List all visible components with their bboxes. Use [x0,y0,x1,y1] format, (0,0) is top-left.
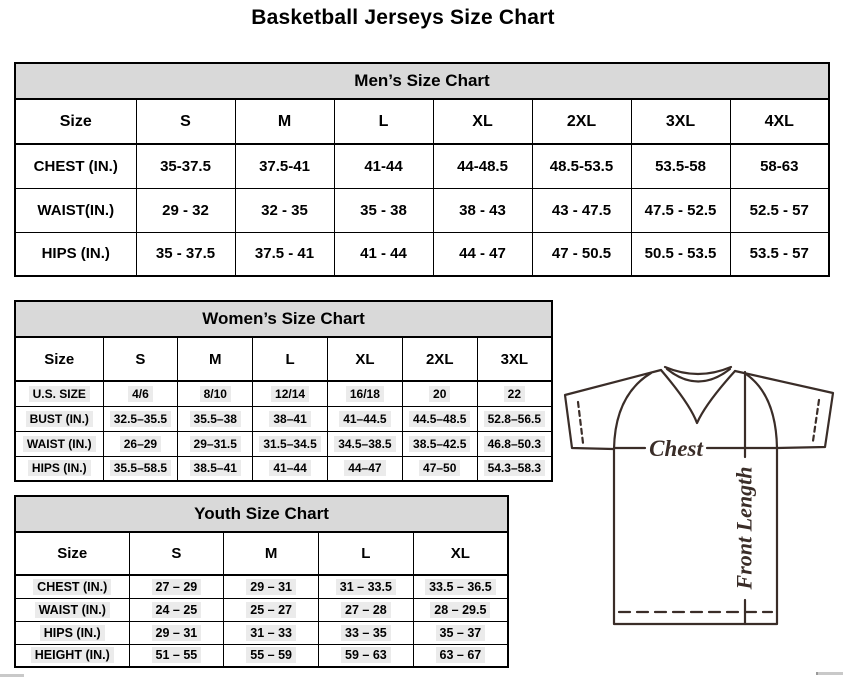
size-value-cell: 35 - 37.5 [136,232,235,276]
column-header: S [136,99,235,144]
row-label: WAIST (IN.) [15,598,129,621]
table-title-row [15,301,552,337]
column-header: M [178,337,253,381]
table-row [15,188,829,232]
size-value-cell: 44–47 [327,456,402,481]
size-value-cell: 58-63 [730,144,829,188]
row-label: CHEST (IN.) [15,575,129,598]
size-value-cell: 44 - 47 [433,232,532,276]
column-header: 4XL [730,99,829,144]
size-value-cell: 51 – 55 [129,644,224,667]
size-value-cell: 29 – 31 [129,621,224,644]
size-value-cell: 29–31.5 [178,431,253,456]
column-header: XL [413,532,508,575]
column-header: M [224,532,319,575]
column-header: 2XL [532,99,631,144]
table-row [15,381,552,406]
size-value-cell: 33 – 35 [319,621,414,644]
size-value-cell: 27 – 28 [319,598,414,621]
table-header-row [15,532,508,575]
size-value-cell: 35.5–58.5 [103,456,178,481]
size-value-cell: 38–41 [253,406,328,431]
size-value-cell: 31 – 33 [224,621,319,644]
size-value-cell: 22 [477,381,552,406]
mens-size-chart-table [14,62,830,277]
jersey-right-seam [746,374,777,448]
column-header: S [129,532,224,575]
size-value-cell: 41 - 44 [334,232,433,276]
size-value-cell: 44.5–48.5 [402,406,477,431]
column-header: Size [15,337,103,381]
row-label: HEIGHT (IN.) [15,644,129,667]
front-length-label: Front Length [731,466,757,590]
size-value-cell: 31.5–34.5 [253,431,328,456]
table-row [15,598,508,621]
table-row [15,144,829,188]
chest-label: Chest [649,436,703,461]
cropped-edge-fragment-right [816,672,843,675]
size-value-cell: 50.5 - 53.5 [631,232,730,276]
size-value-cell: 41–44.5 [327,406,402,431]
table-row [15,621,508,644]
table-row [15,232,829,276]
jersey-left-cuff-dashed-line [578,402,583,443]
table-row [15,575,508,598]
size-value-cell: 55 – 59 [224,644,319,667]
jersey-collar-back-arc [665,367,731,374]
jersey-vneck-outline [661,370,735,423]
size-value-cell: 24 – 25 [129,598,224,621]
size-value-cell: 41–44 [253,456,328,481]
size-value-cell: 38.5–42.5 [402,431,477,456]
column-header: 3XL [631,99,730,144]
size-value-cell: 53.5 - 57 [730,232,829,276]
size-value-cell: 38 - 43 [433,188,532,232]
size-value-cell: 38.5–41 [178,456,253,481]
row-label: HIPS (IN.) [15,621,129,644]
table-header-row [15,337,552,381]
table-title: Women’s Size Chart [15,301,552,337]
table-title: Youth Size Chart [15,496,508,532]
column-header: S [103,337,178,381]
size-value-cell: 29 - 32 [136,188,235,232]
column-header: M [235,99,334,144]
size-value-cell: 41-44 [334,144,433,188]
size-value-cell: 28 – 29.5 [413,598,508,621]
jersey-left-sleeve [565,370,661,449]
column-header: XL [327,337,402,381]
row-label: WAIST (IN.) [15,431,103,456]
column-header: Size [15,99,136,144]
size-value-cell: 12/14 [253,381,328,406]
table-header-row [15,99,829,144]
row-label: WAIST(IN.) [15,188,136,232]
womens-size-chart-table [14,300,553,482]
page-title: Basketball Jerseys Size Chart [251,6,555,29]
table-row [15,406,552,431]
column-header: L [253,337,328,381]
table-title-row [15,63,829,99]
row-label: CHEST (IN.) [15,144,136,188]
row-label: HIPS (IN.) [15,232,136,276]
column-header: 3XL [477,337,552,381]
jersey-measurement-diagram [555,360,843,679]
table-title-row [15,496,508,532]
size-value-cell: 27 – 29 [129,575,224,598]
size-value-cell: 35-37.5 [136,144,235,188]
size-value-cell: 31 – 33.5 [319,575,414,598]
table-title: Men’s Size Chart [15,63,829,99]
size-value-cell: 47 - 50.5 [532,232,631,276]
size-value-cell: 59 – 63 [319,644,414,667]
size-value-cell: 47.5 - 52.5 [631,188,730,232]
size-value-cell: 37.5-41 [235,144,334,188]
size-value-cell: 43 - 47.5 [532,188,631,232]
size-value-cell: 29 – 31 [224,575,319,598]
column-header: XL [433,99,532,144]
row-label: BUST (IN.) [15,406,103,431]
size-value-cell: 32.5–35.5 [103,406,178,431]
size-value-cell: 44-48.5 [433,144,532,188]
table-row [15,644,508,667]
size-value-cell: 46.8–50.3 [477,431,552,456]
table-row [15,431,552,456]
size-value-cell: 35.5–38 [178,406,253,431]
size-value-cell: 32 - 35 [235,188,334,232]
column-header: Size [15,532,129,575]
size-value-cell: 53.5-58 [631,144,730,188]
row-label: U.S. SIZE [15,381,103,406]
cropped-edge-fragment-left [0,674,24,677]
size-value-cell: 35 – 37 [413,621,508,644]
size-value-cell: 47–50 [402,456,477,481]
size-value-cell: 52.5 - 57 [730,188,829,232]
size-value-cell: 25 – 27 [224,598,319,621]
size-value-cell: 63 – 67 [413,644,508,667]
size-value-cell: 34.5–38.5 [327,431,402,456]
size-value-cell: 52.8–56.5 [477,406,552,431]
size-value-cell: 48.5-53.5 [532,144,631,188]
size-value-cell: 20 [402,381,477,406]
row-label: HIPS (IN.) [15,456,103,481]
column-header: L [334,99,433,144]
jersey-left-seam [614,373,651,449]
jersey-right-cuff-dashed-line [813,400,819,441]
size-value-cell: 37.5 - 41 [235,232,334,276]
size-value-cell: 33.5 – 36.5 [413,575,508,598]
size-value-cell: 8/10 [178,381,253,406]
size-value-cell: 16/18 [327,381,402,406]
size-value-cell: 4/6 [103,381,178,406]
size-value-cell: 26–29 [103,431,178,456]
column-header: L [319,532,414,575]
size-value-cell: 54.3–58.3 [477,456,552,481]
table-row [15,456,552,481]
youth-size-chart-table [14,495,509,668]
size-value-cell: 35 - 38 [334,188,433,232]
column-header: 2XL [402,337,477,381]
